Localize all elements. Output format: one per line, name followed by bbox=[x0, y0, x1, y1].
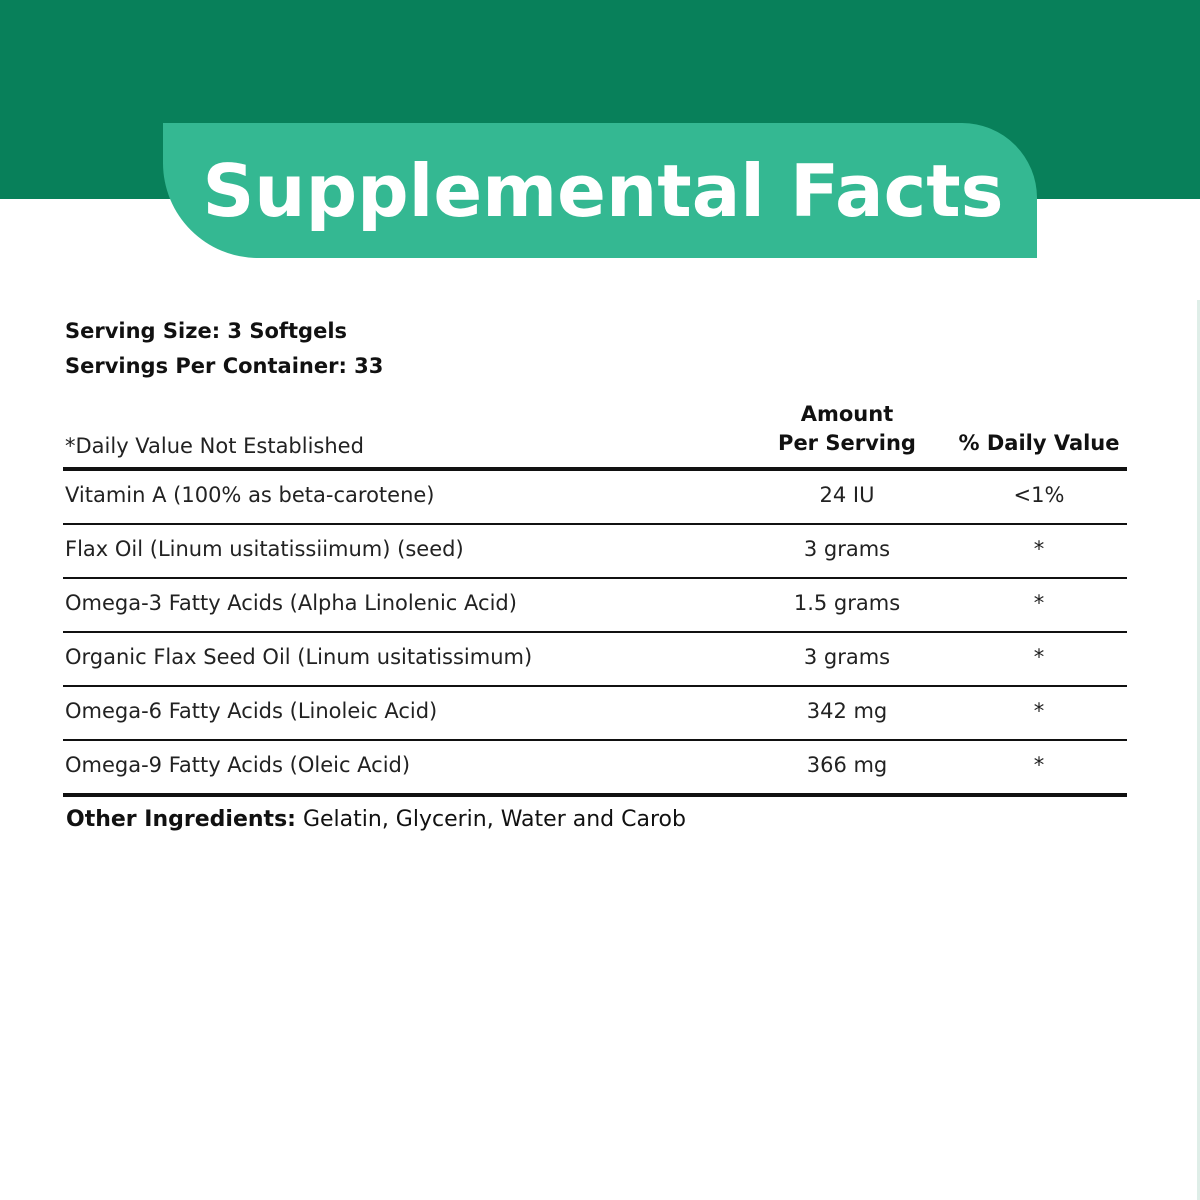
other-ingredients bbox=[66, 807, 686, 832]
ingredient-name: Omega-9 Fatty Acids (Oleic Acid) bbox=[65, 753, 411, 777]
ingredient-name: Flax Oil (Linum usitatissiimum) (seed) bbox=[65, 537, 464, 561]
table-row bbox=[63, 525, 1127, 579]
table-row bbox=[63, 633, 1127, 687]
daily-value-note: *Daily Value Not Established bbox=[65, 434, 364, 458]
table-row bbox=[63, 579, 1127, 633]
ingredient-daily-value: <1% bbox=[1013, 483, 1065, 507]
title-tab bbox=[163, 123, 1037, 258]
daily-value-column-header: % Daily Value bbox=[958, 431, 1120, 455]
serving-size: Serving Size: 3 Softgels bbox=[65, 319, 348, 343]
table-row bbox=[63, 471, 1127, 525]
ingredient-name: Omega-6 Fatty Acids (Linoleic Acid) bbox=[65, 699, 438, 723]
table-row bbox=[63, 741, 1127, 797]
servings-per-container: Servings Per Container: 33 bbox=[65, 354, 384, 378]
ingredient-amount: 3 grams bbox=[803, 537, 891, 561]
other-ingredients-value: Gelatin, Glycerin, Water and Carob bbox=[295, 807, 686, 832]
table-header bbox=[63, 395, 1127, 471]
ingredient-daily-value: * bbox=[1033, 645, 1045, 669]
amount-header-line1: Amount bbox=[800, 402, 894, 426]
ingredient-amount: 24 IU bbox=[819, 483, 875, 507]
ingredient-amount: 342 mg bbox=[806, 699, 888, 723]
ingredient-daily-value: * bbox=[1033, 591, 1045, 615]
ingredient-daily-value: * bbox=[1033, 537, 1045, 561]
ingredient-name: Omega-3 Fatty Acids (Alpha Linolenic Acid) bbox=[65, 591, 517, 615]
ingredient-amount: 3 grams bbox=[803, 645, 891, 669]
ingredient-name: Vitamin A (100% as beta-carotene) bbox=[65, 483, 435, 507]
other-ingredients-label: Other Ingredients: bbox=[66, 807, 296, 832]
facts-table bbox=[63, 395, 1127, 797]
ingredient-amount: 1.5 grams bbox=[793, 591, 901, 615]
serving-info bbox=[65, 314, 383, 384]
page-title: Supplemental Facts bbox=[202, 148, 1004, 233]
ingredient-daily-value: * bbox=[1033, 699, 1045, 723]
amount-header-line2: Per Serving bbox=[778, 431, 916, 455]
ingredient-daily-value: * bbox=[1033, 753, 1045, 777]
ingredient-amount: 366 mg bbox=[806, 753, 888, 777]
table-row bbox=[63, 687, 1127, 741]
ingredient-name: Organic Flax Seed Oil (Linum usitatissimum) bbox=[65, 645, 533, 669]
amount-column-header bbox=[763, 400, 931, 458]
